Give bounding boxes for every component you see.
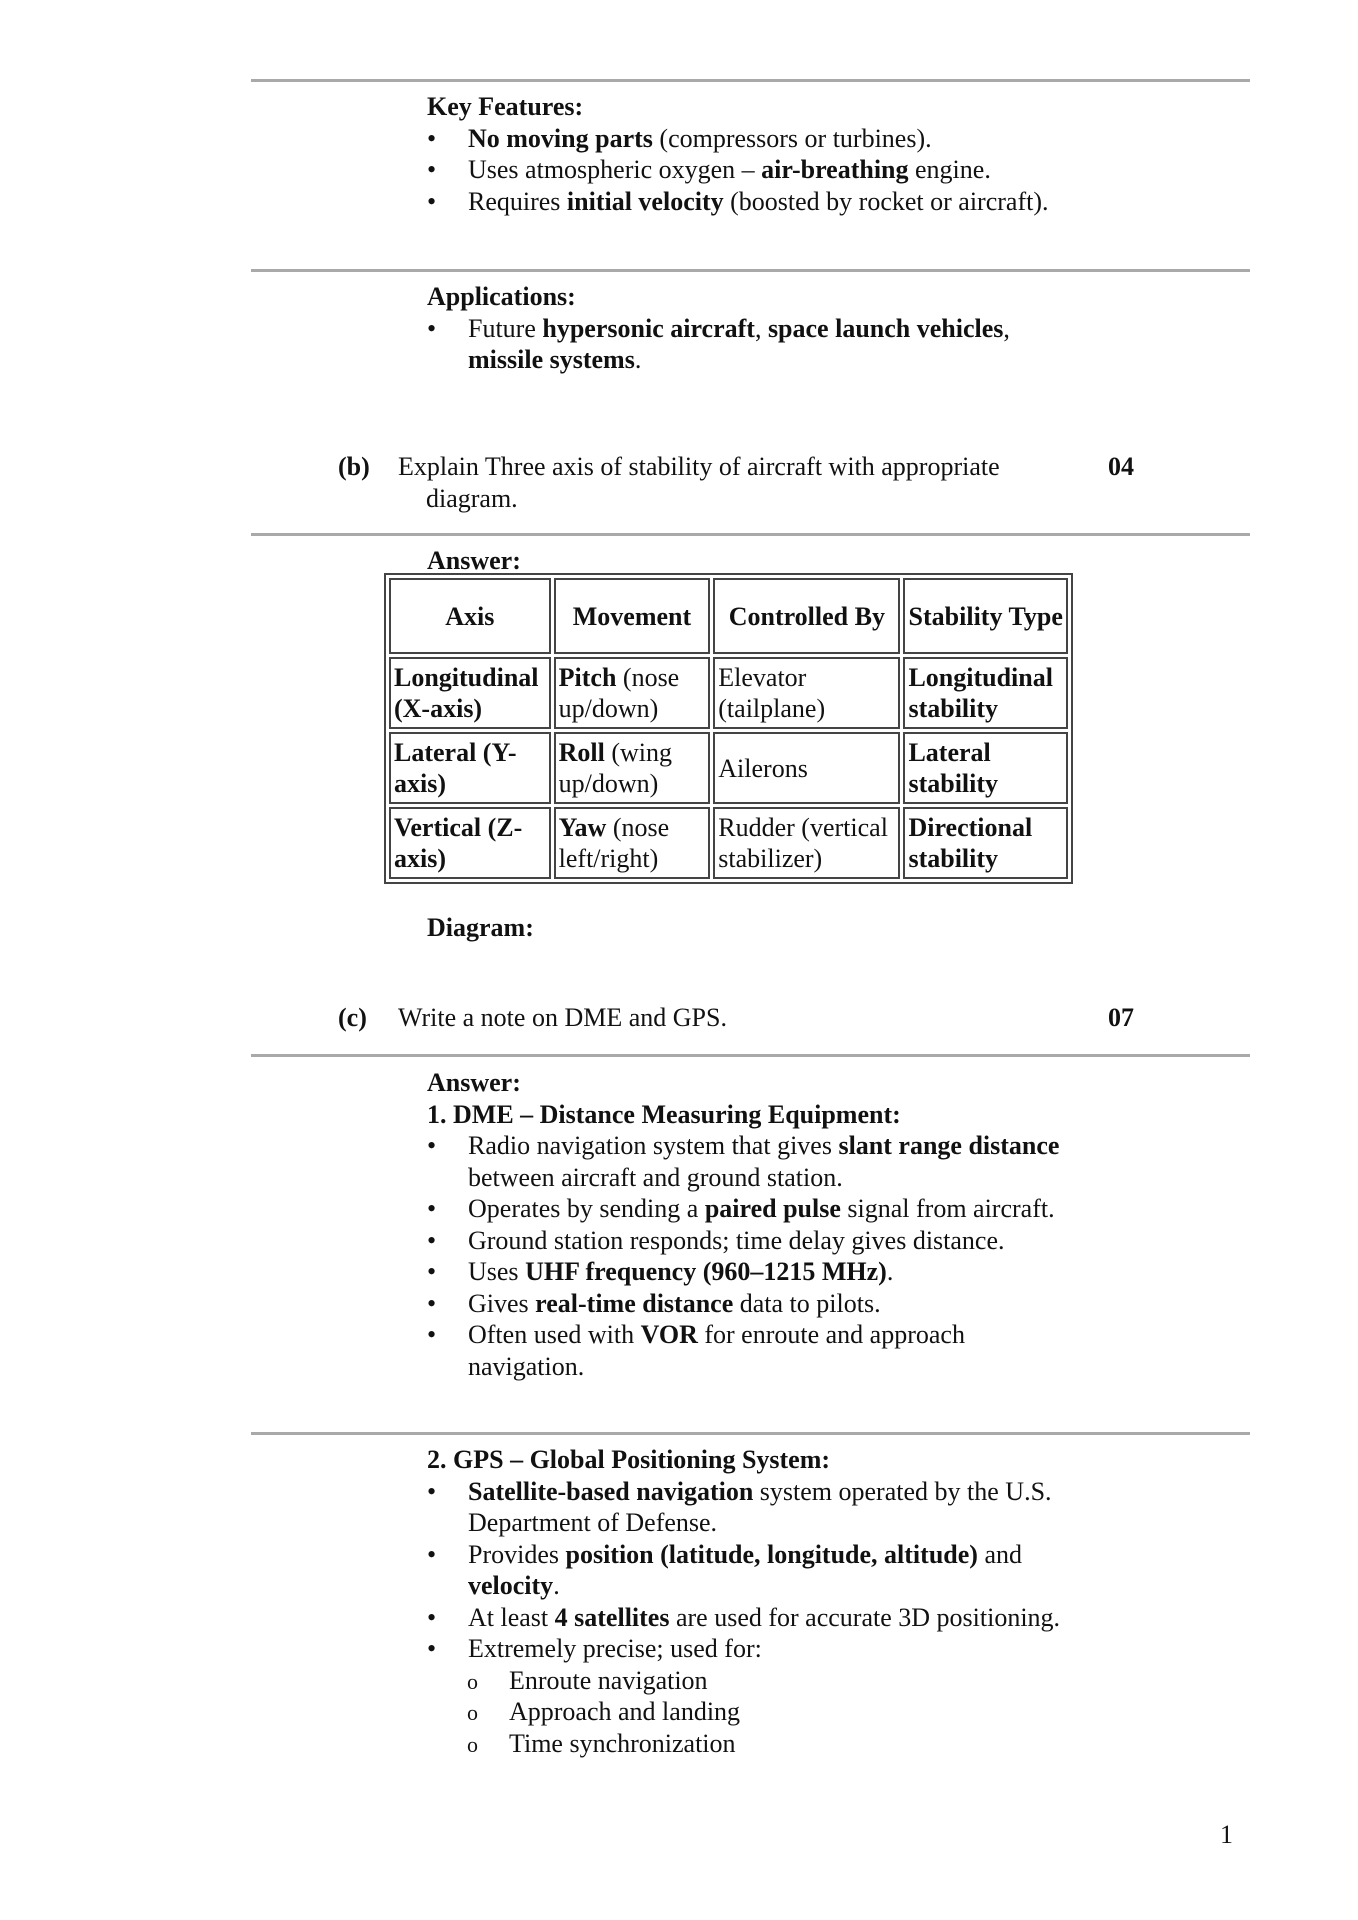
list-item xyxy=(427,1225,1067,1257)
text-run: data to pilots. xyxy=(733,1288,881,1318)
text-run: Ground station responds; time delay gives distance. xyxy=(468,1225,1005,1255)
text-run: , xyxy=(1003,313,1010,343)
text-run: (nose left/right) xyxy=(558,813,670,873)
text-run: missile systems xyxy=(468,345,635,374)
divider xyxy=(251,533,1250,536)
applications-heading: Applications: xyxy=(427,282,576,311)
list-item xyxy=(427,1256,1067,1288)
question-text: Write a note on DME and GPS. xyxy=(398,1003,727,1032)
question-text-line: Explain Three axis of stability of aircraft with appropriate xyxy=(398,452,1000,481)
table-row xyxy=(389,807,1068,879)
table-cell xyxy=(389,657,551,729)
text-run: . xyxy=(886,1257,894,1286)
answer-heading: Answer: xyxy=(427,1068,521,1097)
text-run: Gives xyxy=(468,1288,536,1318)
question-label: (c) xyxy=(338,1003,367,1032)
applications-section xyxy=(427,281,1067,376)
text-run: 4 satellites xyxy=(554,1602,670,1632)
text-run: Provides xyxy=(468,1539,566,1569)
table-cell xyxy=(903,807,1068,879)
table-row xyxy=(389,657,1068,729)
question-marks: 07 xyxy=(1108,1003,1134,1032)
text-run: engine. xyxy=(908,155,991,184)
table-header-cell: Stability Type xyxy=(903,578,1068,654)
text-run: Extremely precise; used for: xyxy=(468,1634,762,1663)
applications-list xyxy=(427,313,1067,376)
table-cell xyxy=(389,807,551,879)
text-run: VOR xyxy=(640,1320,698,1349)
question-marks: 04 xyxy=(1108,452,1134,481)
key-features-list xyxy=(427,123,1067,218)
text-run: Uses atmospheric oxygen – xyxy=(468,155,762,184)
text-run: Requires xyxy=(468,186,567,216)
text-run: Ailerons xyxy=(718,753,808,783)
text-run: No moving parts xyxy=(468,123,653,153)
text-run: Lateral (Y-axis) xyxy=(394,738,517,798)
text-run: . xyxy=(553,1571,560,1600)
list-item xyxy=(427,186,1067,218)
dme-heading: 1. DME – Distance Measuring Equipment: xyxy=(427,1099,901,1129)
table-cell xyxy=(903,657,1068,729)
text-run: (wing up/down) xyxy=(558,738,673,798)
text-run: UHF frequency (960–1215 MHz) xyxy=(525,1257,887,1286)
text-run: Elevator (tailplane) xyxy=(718,663,826,723)
text-run: for enroute and approach navigation. xyxy=(468,1320,965,1381)
text-run: Future xyxy=(468,313,543,343)
text-run: Longitudinal stability xyxy=(908,663,1053,723)
text-run: Often used with xyxy=(468,1320,641,1349)
list-item xyxy=(427,1288,1067,1320)
page-number: 1 xyxy=(1220,1820,1233,1849)
divider xyxy=(251,269,1250,272)
list-item: o Approach and landing xyxy=(467,1696,1067,1728)
table-cell xyxy=(903,732,1068,804)
text-run: velocity xyxy=(468,1571,554,1600)
text-run: initial velocity xyxy=(566,186,724,216)
key-features-section xyxy=(427,91,1067,217)
divider xyxy=(251,79,1250,82)
dme-section xyxy=(427,1067,1067,1382)
text-run: Operates by sending a xyxy=(468,1194,705,1223)
text-run: (compressors or turbines). xyxy=(652,123,932,153)
text-run: Directional stability xyxy=(908,813,1033,873)
list-item xyxy=(427,1633,1067,1665)
table-cell xyxy=(713,732,900,804)
text-run: Satellite-based navigation xyxy=(468,1476,754,1506)
table-body xyxy=(389,657,1068,879)
table-header-cell: Movement xyxy=(554,578,711,654)
text-run: Longitudinal (X-axis) xyxy=(394,663,539,723)
text-run: slant range distance xyxy=(838,1131,1060,1160)
list-item xyxy=(427,1539,1067,1602)
gps-uses-list xyxy=(427,1665,1067,1760)
text-run: (nose up/down) xyxy=(558,663,680,723)
table-cell xyxy=(713,807,900,879)
stability-axes-table xyxy=(384,573,1073,884)
list-item xyxy=(427,1130,1067,1193)
diagram-heading: Diagram: xyxy=(427,913,534,942)
key-features-heading: Key Features: xyxy=(427,92,584,121)
text-run: system operated by the U.S. Department of Defense. xyxy=(468,1476,1052,1537)
divider xyxy=(251,1054,1250,1057)
table-cell xyxy=(554,807,711,879)
list-item: o Time synchronization xyxy=(467,1728,1067,1760)
text-run: air-breathing xyxy=(761,155,909,184)
text-run: space launch vehicles xyxy=(767,313,1004,343)
question-label: (b) xyxy=(338,452,370,481)
list-item xyxy=(427,123,1067,155)
text-run: and xyxy=(977,1539,1022,1569)
divider xyxy=(251,1432,1250,1435)
text-run: Radio navigation system that gives xyxy=(468,1131,839,1160)
list-item: o Enroute navigation xyxy=(467,1665,1067,1697)
dme-list xyxy=(427,1130,1067,1382)
list-item xyxy=(427,1602,1067,1634)
table-cell xyxy=(554,657,711,729)
table-header-row xyxy=(389,578,1068,654)
text-run: (boosted by rocket or aircraft). xyxy=(723,186,1049,216)
list-item xyxy=(427,1476,1067,1539)
table-header-cell: Axis xyxy=(389,578,551,654)
table-cell xyxy=(554,732,711,804)
table-cell xyxy=(713,657,900,729)
text-run: between aircraft and ground station. xyxy=(468,1162,843,1192)
gps-list xyxy=(427,1476,1067,1665)
text-run: Lateral stability xyxy=(908,738,999,798)
diagram-heading-block xyxy=(427,912,1067,944)
question-text-line: diagram. xyxy=(426,483,518,513)
text-run: Vertical (Z-axis) xyxy=(394,813,523,873)
text-run: At least xyxy=(468,1602,555,1632)
question-text xyxy=(398,451,1045,514)
text-run: position (latitude, longitude, altitude) xyxy=(565,1539,978,1569)
answer-heading: Answer: xyxy=(427,546,521,575)
gps-section xyxy=(427,1444,1067,1759)
list-item xyxy=(427,154,1067,186)
text-run: Yaw xyxy=(558,813,607,842)
table-row xyxy=(389,732,1068,804)
table-cell xyxy=(389,732,551,804)
text-run: are used for accurate 3D positioning. xyxy=(669,1602,1061,1632)
answer-b-heading-block xyxy=(427,545,1067,577)
list-item xyxy=(427,313,1067,376)
gps-heading: 2. GPS – Global Positioning System: xyxy=(427,1445,831,1474)
text-run: Pitch xyxy=(558,663,617,692)
text-run: Rudder (vertical stabilizer) xyxy=(718,813,888,873)
text-run: Uses xyxy=(468,1257,526,1286)
text-run: , xyxy=(754,313,768,343)
text-run: signal from aircraft. xyxy=(840,1194,1055,1223)
text-run: Roll xyxy=(558,738,605,767)
table-header-cell: Controlled By xyxy=(713,578,900,654)
text-run: hypersonic aircraft xyxy=(542,313,755,343)
text-run: paired pulse xyxy=(704,1194,841,1223)
text-run: real-time distance xyxy=(535,1288,734,1318)
list-item xyxy=(427,1319,1067,1382)
text-run: . xyxy=(634,345,642,374)
list-item xyxy=(427,1193,1067,1225)
